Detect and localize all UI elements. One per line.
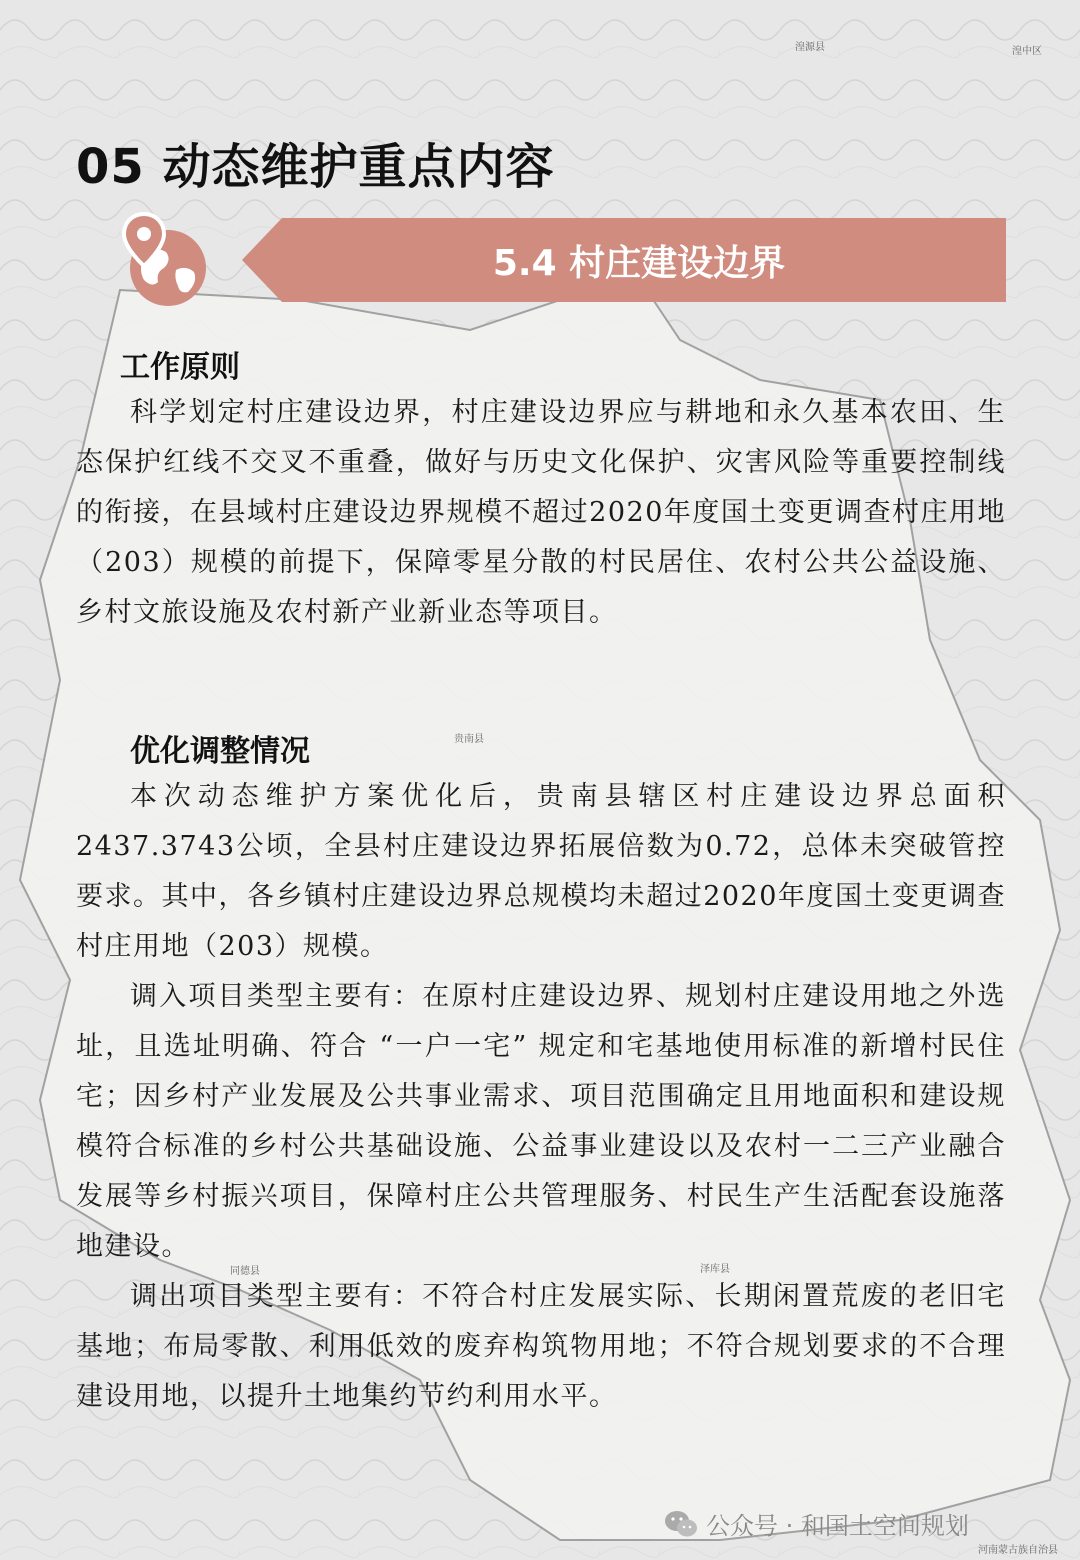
- footer-watermark: [664, 1506, 969, 1541]
- map-label: 泽库县: [700, 1264, 730, 1275]
- wechat-icon: [664, 1510, 698, 1538]
- paragraph-principle: 科学划定村庄建设边界，村庄建设边界应与耕地和永久基本农田、生态保护红线不交叉不重叠，做好与历史文化保护、灾害风险等重要控制线的衔接，在县域村庄建设边界规模不超过2020年度国土变更调查村庄用地（203）规模的前提下，保障零星分散的村民居住、农村公共公益设施、乡村文旅设施及农村新产业新业态等项目。: [76, 397, 1006, 628]
- map-label: 湟中区: [1012, 46, 1042, 57]
- globe-location-icon: [114, 210, 214, 310]
- section-banner: [242, 218, 1006, 302]
- paragraph-optimization-summary: 本次动态维护方案优化后，贵南县辖区村庄建设边界总面积2437.3743公顷，全县村庄建设边界拓展倍数为0.72，总体未突破管控要求。其中，各乡镇村庄建设边界总规模均未超过2020年度国土变更调查村庄用地（203）规模。: [76, 781, 1006, 962]
- heading-optimization: 优化调整情况: [130, 734, 310, 769]
- heading-work-principle: 工作原则: [120, 350, 240, 385]
- map-label: 湟源县: [795, 42, 825, 53]
- paragraph-outbound-projects: 调出项目类型主要有：不符合村庄发展实际、长期闲置荒废的老旧宅基地；布局零散、利用低效的废弃构筑物用地；不符合规划要求的不合理建设用地，以提升土地集约节约利用水平。: [76, 1281, 1006, 1412]
- map-label: 贵南县: [454, 734, 484, 745]
- footer-account-label: 公众号 · 和国土空间规划: [706, 1512, 969, 1540]
- banner-title: 5.4 村庄建设边界: [492, 242, 786, 284]
- paragraph-inbound-projects: 调入项目类型主要有：在原村庄建设边界、规划村庄建设用地之外选址，且选址明确、符合 “一户一宅” 规定和宅基地使用标准的新增村民住宅；因乡村产业发展及公共事业需求、项目范围确定且用地面积和建设规模符合标准的乡村公共基础设施、公益事业建设以及农村一二三产业融合发展等乡村振兴项目，保障村庄公共管理服务、村民生产生活配套设施落地建设。: [76, 981, 1006, 1262]
- map-label: 同德县: [230, 1266, 260, 1277]
- map-label: 河南蒙古族自治县: [978, 1545, 1058, 1556]
- page-title: 05 动态维护重点内容: [76, 139, 555, 195]
